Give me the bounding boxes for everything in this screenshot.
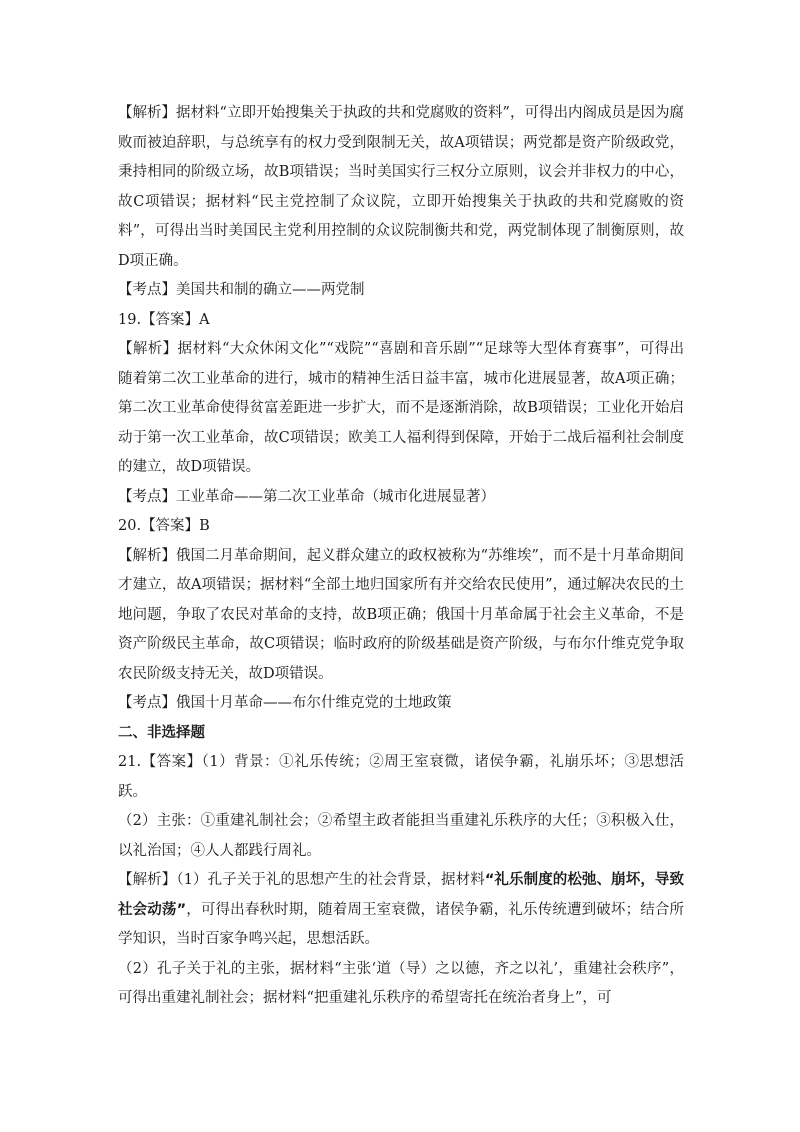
q18-point [118,276,684,306]
answer-tag: 【答案】 [141,518,200,534]
q21-analysis-1 [118,866,684,955]
q20-point [118,689,684,719]
point-text: 俄国十月革命——布尔什维克党的土地政策 [176,695,452,711]
answer-tag: 【答案】 [141,754,202,770]
q19-point [118,483,684,513]
q20-analysis [118,542,684,690]
q20-answer [118,512,684,542]
answer-value: B [199,518,210,534]
q18-analysis [118,99,684,276]
section-heading: 二、非选择题 [118,724,205,741]
analysis-tag: 【解析】 [118,872,177,888]
point-text: 美国共和制的确立——两党制 [176,282,365,298]
question-number: 20. [118,518,142,534]
answer-tag: 【答案】 [141,311,200,328]
question-number: 21. [118,754,142,770]
q21-analysis-2: （2）孔子关于礼的主张，据材料“主张‘道（导）之以德，齐之以礼’，重建社会秩序”，可得出重建礼制社会；据材料“把重建礼乐秩序的希望寄托在统治者身上”，可 [118,960,684,1006]
analysis-text: （1）孔子关于礼的思想产生的社会背景，据材料 [176,872,485,888]
document-body [118,99,684,1014]
analysis-text-continued: ，可得出春秋时期，随着周王室衰微，诸侯争霸，礼乐传统遭到破坏；结合所学知识，当时百家争鸣兴起，思想活跃。 [118,901,684,947]
answer-part-1: （1）背景：①礼乐传统；②周王室衰微，诸侯争霸，礼崩乐坏；③思想活跃。 [118,754,684,800]
question-number: 19. [118,311,142,328]
quoted-material-bold: “礼乐制度的松弛、崩坏，导致社会动荡” [118,872,685,918]
point-tag: 【考点】 [118,695,176,711]
q19-analysis [118,335,684,483]
point-tag: 【考点】 [118,488,176,505]
point-tag: 【考点】 [118,282,176,298]
analysis-text: 据材料“立即开始搜集关于执政的共和党腐败的资料”，可得出内阁成员是因为腐败而被迫辞职，与总统享有的权力受到限制无关，故A项错误；两党都是资产阶级政党，秉持相同的阶级立场，故B项错误；当时美国实行三权分立原则，议会并非权力的中心，故C项错误；据材料“民主党控制了众议院，立即开始搜集关于执政的共和党腐败的资料”，可得出当时美国民主党利用控制的众议院制衡共和党，两党制体现了制衡原则，故D项正确。 [118,105,685,269]
q21-answer-part-2: （2）主张：①重建礼制社会；②希望主政者能担当重建礼乐秩序的大任；③积极入仕，以礼治国；④人人都践行周礼。 [118,813,684,859]
q21-answer [118,748,684,807]
analysis-text: 据材料“大众休闲文化”“戏院”“喜剧和音乐剧”“足球等大型体育赛事”，可得出随着第二次工业革命的进行，城市的精神生活日益丰富，城市化进展显著，故A项正确；第二次工业革命使得贫富差距进一步扩大，而不是逐渐消除，故B项错误；工业化开始启动于第一次工业革命，故C项错误；欧美工人福利得到保障，开始于二战后福利社会制度的建立，故D项错误。 [118,341,684,475]
answer-value: A [199,311,210,328]
q19-answer [118,306,684,336]
analysis-tag: 【解析】 [118,547,177,564]
analysis-tag: 【解析】 [118,105,177,121]
analysis-tag: 【解析】 [118,341,178,357]
analysis-text: 俄国二月革命期间，起义群众建立的政权被称为“苏维埃”，而不是十月革命期间才建立，故A项错误；据材料“全部土地归国家所有并交给农民使用”，通过解决农民的土地问题，争取了农民对革命的支持，故B项正确；俄国十月革命属于社会主义革命，不是资产阶级民主革命，故C项错误；临时政府的阶级基础是资产阶级，与布尔什维克党争取农民阶级支持无关，故D项错误。 [118,547,685,682]
point-text: 工业革命——第二次工业革命（城市化进展显著） [176,488,495,505]
